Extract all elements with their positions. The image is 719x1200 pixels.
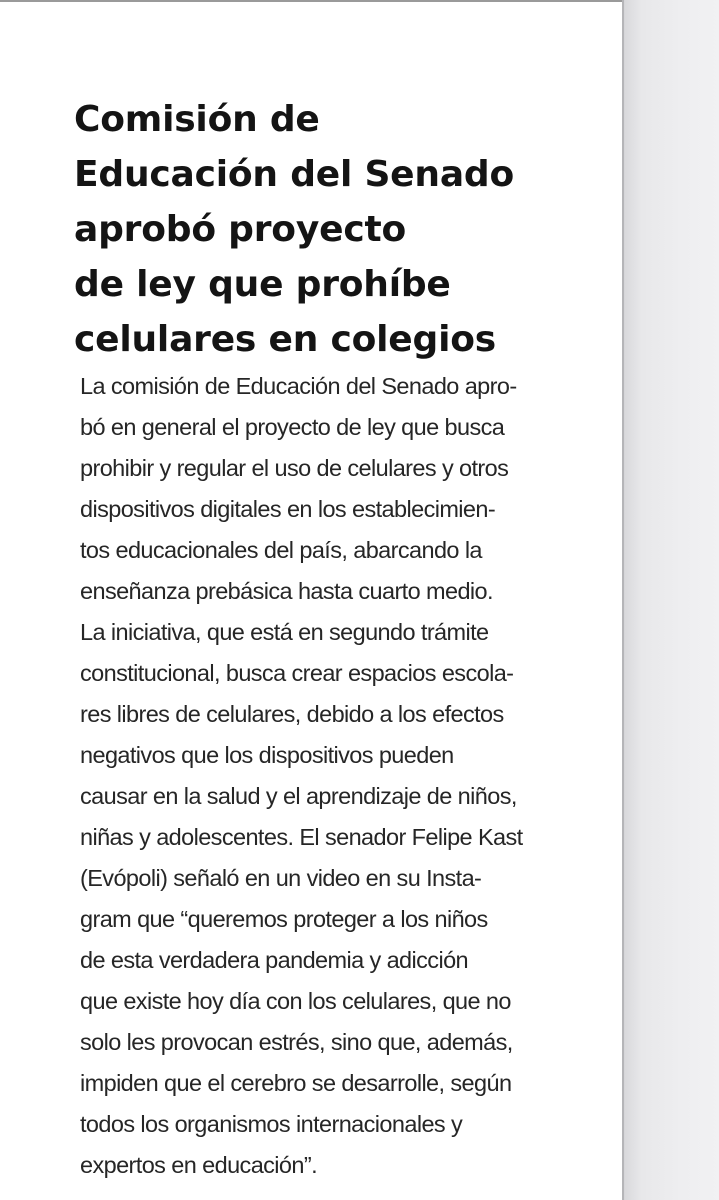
body-line: que existe hoy día con los celulares, que no <box>80 988 511 1014</box>
body-line: dispositivos digitales en los establecimien- <box>80 496 496 522</box>
page-edge <box>622 0 624 1200</box>
headline-line: aprobó proyecto <box>74 209 407 250</box>
body-line: de esta verdadera pandemia y adicción <box>80 947 469 973</box>
article-headline <box>74 92 619 367</box>
body-line: solo les provocan estrés, sino que, además, <box>80 1029 513 1055</box>
body-line: (Evópoli) señaló en un video en su Insta- <box>80 865 482 891</box>
headline-line: Educación del Senado <box>74 154 515 195</box>
body-line: gram que “queremos proteger a los niños <box>80 906 488 932</box>
body-line: impiden que el cerebro se desarrolle, según <box>80 1070 512 1096</box>
body-line: constitucional, busca crear espacios escola- <box>80 660 514 686</box>
body-line: expertos en educación”. <box>80 1152 318 1178</box>
body-line: bó en general el proyecto de ley que busca <box>80 414 505 440</box>
body-line: tos educacionales del país, abarcando la <box>80 537 482 563</box>
body-line: La comisión de Educación del Senado apro- <box>80 373 517 399</box>
body-line: causar en la salud y el aprendizaje de niños, <box>80 783 517 809</box>
article-body <box>80 366 625 1186</box>
body-line: res libres de celulares, debido a los efectos <box>80 701 504 727</box>
body-line: enseñanza prebásica hasta cuarto medio. <box>80 578 493 604</box>
headline-line: de ley que prohíbe <box>74 264 451 305</box>
body-line: prohibir y regular el uso de celulares y otros <box>80 455 509 481</box>
headline-line: Comisión de <box>74 99 320 140</box>
body-line: La iniciativa, que está en segundo trámite <box>80 619 489 645</box>
body-line: niñas y adolescentes. El senador Felipe Kast <box>80 824 523 850</box>
body-line: negativos que los dispositivos pueden <box>80 742 454 768</box>
page-gutter <box>622 0 719 1200</box>
body-line: todos los organismos internacionales y <box>80 1111 463 1137</box>
headline-line: celulares en colegios <box>74 319 496 360</box>
